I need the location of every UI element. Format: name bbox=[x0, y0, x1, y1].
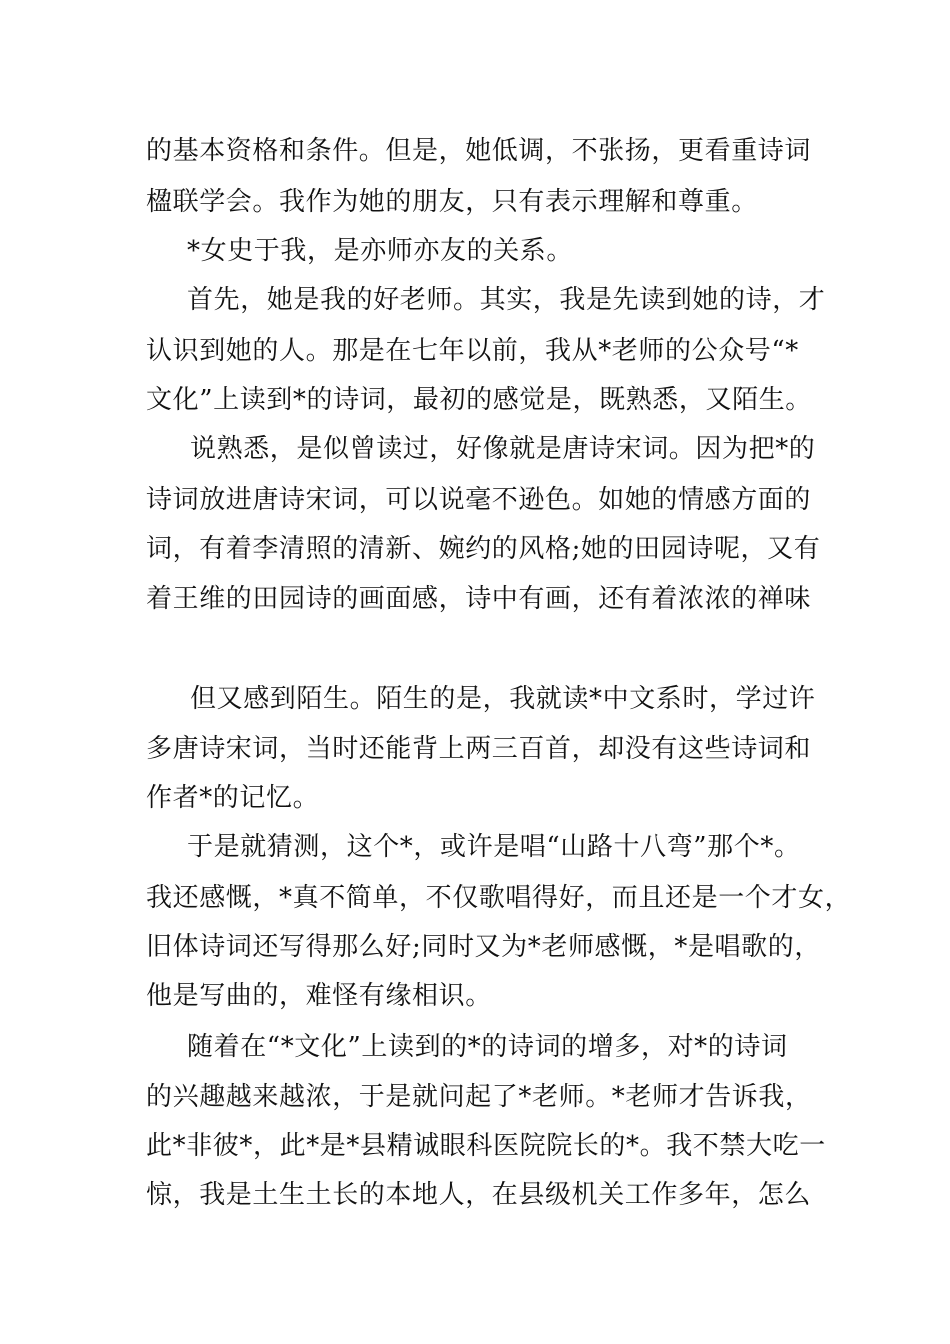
text-line: 于是就猜测，这个*，或许是唱“山路十八弯”那个*。 bbox=[187, 832, 801, 862]
text-line: 随着在“*文化”上读到的*的诗词的增多，对*的诗词 bbox=[187, 1032, 788, 1062]
text-line: 词，有着李清照的清新、婉约的风格;她的田园诗呢，又有 bbox=[146, 534, 821, 564]
text-line: 的兴趣越来越浓，于是就问起了*老师。*老师才告诉我， bbox=[146, 1082, 812, 1112]
text-line: 着王维的田园诗的画面感，诗中有画，还有着浓浓的禅味 bbox=[146, 584, 812, 614]
text-line: 此*非彼*，此*是*县精诚眼科医院院长的*。我不禁大吃一 bbox=[146, 1131, 826, 1161]
text-line: 文化”上读到*的诗词，最初的感觉是，既熟悉，又陌生。 bbox=[146, 385, 812, 415]
text-line: *女史于我，是亦师亦友的关系。 bbox=[187, 236, 574, 266]
text-line: 诗词放进唐诗宋词，可以说毫不逊色。如她的情感方面的 bbox=[146, 485, 812, 515]
text-line: 的基本资格和条件。但是，她低调，不张扬，更看重诗词 bbox=[146, 136, 812, 166]
text-line: 说熟悉，是似曾读过，好像就是唐诗宋词。因为把*的 bbox=[190, 434, 816, 464]
text-line: 楹联学会。我作为她的朋友，只有表示理解和尊重。 bbox=[146, 187, 758, 217]
text-line: 旧体诗词还写得那么好;同时又为*老师感慨，*是唱歌的， bbox=[146, 932, 821, 962]
text-line: 惊，我是土生土长的本地人，在县级机关工作多年，怎么 bbox=[146, 1180, 812, 1210]
text-line: 但又感到陌生。陌生的是，我就读*中文系时，学过许 bbox=[190, 684, 816, 714]
text-line: 认识到她的人。那是在七年以前，我从*老师的公众号“* bbox=[146, 336, 799, 366]
text-line: 我还感慨，*真不简单，不仅歌唱得好，而且还是一个才女， bbox=[146, 883, 852, 913]
text-line: 首先，她是我的好老师。其实，我是先读到她的诗，才 bbox=[187, 285, 826, 315]
text-line: 多唐诗宋词，当时还能背上两三百首，却没有这些诗词和 bbox=[146, 734, 812, 764]
text-line: 他是写曲的，难怪有缘相识。 bbox=[146, 981, 492, 1011]
text-line: 作者*的记忆。 bbox=[146, 783, 320, 813]
